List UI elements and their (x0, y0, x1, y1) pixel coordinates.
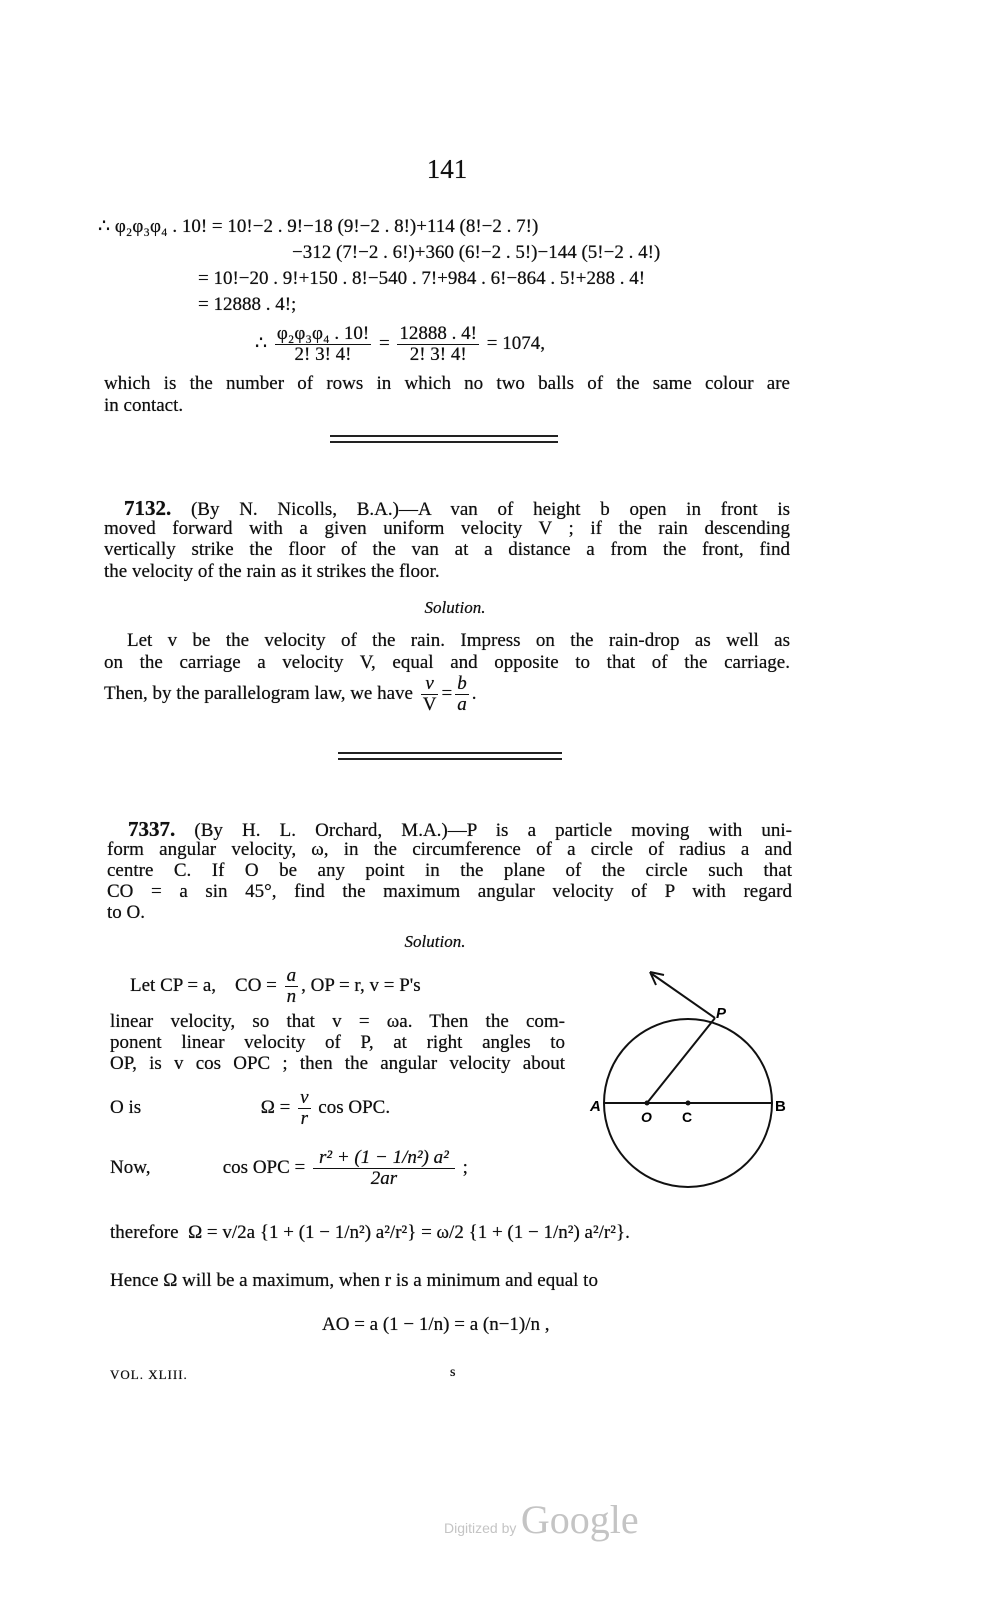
equation-line-1: ∴ φ₂φ₃φ₄ . 10! = 10!−2 . 9!−18 (9!−2 . 8!)+114 (8!−2 . 7!) (98, 216, 539, 237)
equation-line-5 (255, 324, 545, 365)
fraction (455, 674, 469, 715)
solution-line: linear velocity, so that v = ωa. Then the com- (110, 1011, 565, 1032)
therefore-symbol: ∴ (255, 332, 268, 354)
semicolon: ; (462, 1156, 468, 1178)
question-7132-line: moved forward with a given uniform velocity V ; if the rain descending (104, 518, 790, 539)
fraction (421, 674, 439, 715)
signature-mark: s (450, 1365, 456, 1380)
google-watermark (444, 1496, 639, 1543)
volume-label: VOL. XLIII. (110, 1367, 188, 1382)
period: . (471, 682, 477, 704)
solution-line: OP, is v cos OPC ; then the angular velocity about (110, 1053, 565, 1074)
label-o: O (641, 1109, 652, 1125)
o-is-line (110, 1088, 390, 1129)
fraction (285, 966, 299, 1007)
label: therefore (110, 1222, 179, 1243)
question-7132-line: the velocity of the rain as it strikes the floor. (104, 561, 440, 582)
conclusion-line: in contact. (104, 395, 184, 416)
let-text: Let CP = a, (130, 974, 217, 996)
fraction (313, 1148, 455, 1189)
label-c: C (682, 1109, 693, 1125)
numerator: r² + (1 − 1/n²) a² (313, 1148, 455, 1169)
denominator: 2! 3! 4! (294, 344, 352, 365)
solution-heading: Solution. (404, 932, 466, 951)
let-text: CO = (235, 974, 277, 996)
numerator: v (421, 674, 439, 695)
circle-diagram (585, 960, 795, 1200)
section-divider (330, 435, 558, 437)
label: Now, (110, 1156, 151, 1178)
section-divider (338, 752, 562, 754)
therefore-line (110, 1222, 630, 1244)
equals: = (441, 682, 453, 704)
equation-line-4: = 12888 . 4!; (198, 294, 297, 315)
numerator: 12888 . 4! (399, 323, 477, 344)
label-b: B (775, 1098, 786, 1115)
hence-line: Hence Ω will be a maximum, when r is a minimum and equal to (110, 1270, 598, 1291)
question-number: 7337. (128, 817, 176, 841)
solution-line: on the carriage a velocity V, equal and opposite to that of the carriage. (104, 652, 790, 673)
denominator: r (300, 1108, 309, 1129)
numerator: φ₂φ₃φ₄ . 10! (276, 323, 370, 344)
label-p: P (716, 1005, 727, 1022)
equation-line-2: −312 (7!−2 . 6!)+360 (6!−2 . 5!)−144 (5!−2 . 4!) (292, 242, 661, 263)
result: = 1074, (486, 332, 545, 354)
question-7337-line: form angular velocity, ω, in the circumference of a circle of radius a and (107, 839, 792, 860)
point-o (645, 1101, 650, 1106)
question-text: (By H. L. Orchard, M.A.)—P is a particle moving with uni- (194, 820, 793, 841)
section-divider (338, 758, 562, 760)
point-c (686, 1101, 691, 1106)
rhs: cos OPC. (318, 1096, 391, 1118)
numerator: v (300, 1087, 309, 1108)
fraction (397, 324, 479, 365)
question-7337-line: to O. (107, 902, 145, 923)
label: O is (110, 1096, 142, 1118)
segment-op (647, 1018, 715, 1103)
fraction (275, 324, 371, 365)
expression: Ω = v/2a {1 + (1 − 1/n²) a²/r²} = ω/2 {1 + (1 − 1/n²) a²/r²}. (188, 1222, 630, 1243)
digitized-by-text: Digitized by (444, 1520, 517, 1536)
solution-line (104, 674, 476, 715)
now-line (110, 1148, 468, 1189)
lhs: Ω = (260, 1096, 291, 1118)
solution-heading: Solution. (424, 598, 486, 617)
denominator: a (457, 694, 467, 715)
let-text: , OP = r, v = P's (301, 974, 421, 996)
solution-text: Then, by the parallelogram law, we have (104, 682, 413, 704)
section-divider (330, 441, 558, 443)
solution-line: Let v be the velocity of the rain. Impress on the rain-drop as well as (127, 630, 790, 651)
denominator: V (422, 694, 437, 715)
question-text: (By N. Nicolls, B.A.)—A van of height b open in front is (190, 499, 791, 520)
question-7337-line: centre C. If O be any point in the plane of the circle such that (107, 860, 792, 881)
denominator: 2ar (370, 1168, 398, 1189)
denominator: n (286, 986, 297, 1007)
numerator: b (457, 673, 467, 694)
denominator: 2! 3! 4! (409, 344, 467, 365)
lhs: cos OPC = (222, 1156, 306, 1178)
google-logo: Google (520, 1497, 639, 1542)
conclusion-line: which is the number of rows in which no two balls of the same colour are (104, 373, 790, 394)
page-number: 141 (426, 154, 468, 184)
question-7132-line: vertically strike the floor of the van at a distance a from the front, find (104, 539, 790, 560)
let-line (130, 966, 421, 1007)
question-7337-line: CO = a sin 45°, find the maximum angular velocity of P with regard (107, 881, 792, 902)
ao-line: AO = a (1 − 1/n) = a (n−1)/n , (322, 1314, 550, 1335)
solution-line: ponent linear velocity of P, at right angles to (110, 1032, 565, 1053)
question-number: 7132. (124, 496, 172, 520)
equals: = (378, 332, 390, 354)
label-a: A (590, 1098, 601, 1115)
velocity-arrow (652, 974, 715, 1018)
numerator: a (286, 965, 297, 986)
equation-line-3: = 10!−20 . 9!+150 . 8!−540 . 7!+984 . 6!−864 . 5!+288 . 4! (198, 268, 646, 289)
fraction (298, 1088, 310, 1129)
